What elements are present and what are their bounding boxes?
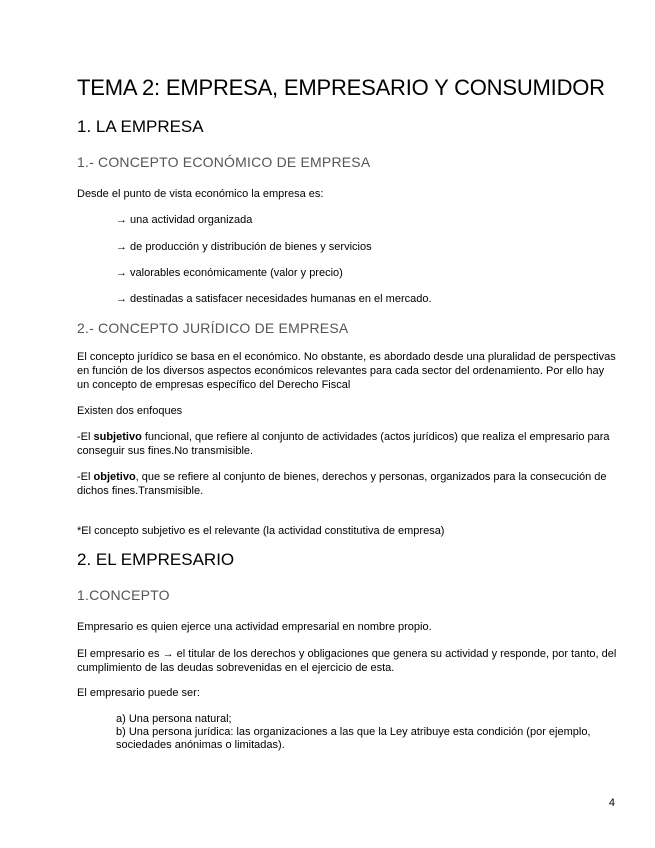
subjetivo-prefix: -El <box>77 431 94 443</box>
paragraph-subjetivo <box>77 430 617 458</box>
objetivo-prefix: -El <box>77 471 94 483</box>
objetivo-text: , que se refiere al conjunto de bienes, derechos y personas, organizados para la consecución de dichos fines.Transmisible. <box>77 471 607 497</box>
paragraph-titular: El empresario es → el titular de los derechos y obligaciones que genera su actividad y responde, por tanto, del cumplimiento de las deudas sobrevenidas en el ejercicio de esta. <box>77 648 617 674</box>
bullet-item: → destinadas a satisfacer necesidades humanas en el mercado. <box>116 293 432 305</box>
paragraph-objetivo <box>77 470 617 498</box>
subjetivo-text: funcional, que refiere al conjunto de actividades (actos jurídicos) que realiza el empresario para conseguir sus fines.No transmisible. <box>77 431 610 457</box>
objetivo-term: objetivo <box>93 471 136 483</box>
bullet-item: → de producción y distribución de bienes y servicios <box>116 241 372 253</box>
list-item-a: a) Una persona natural; <box>116 713 232 725</box>
bullet-item: → valorables económicamente (valor y precio) <box>116 267 343 279</box>
page-title: TEMA 2: EMPRESA, EMPRESARIO Y CONSUMIDOR <box>77 75 605 100</box>
intro-paragraph: Desde el punto de vista económico la empresa es: <box>77 188 324 200</box>
section-heading-el-empresario: 2. EL EMPRESARIO <box>77 550 235 569</box>
subheading-concepto-economico: 1.- CONCEPTO ECONÓMICO DE EMPRESA <box>77 154 371 170</box>
subheading-concepto: 1.CONCEPTO <box>77 587 170 603</box>
paragraph-enfoques: Existen dos enfoques <box>77 405 183 417</box>
page-number: 4 <box>608 797 615 809</box>
subjetivo-term: subjetivo <box>93 431 142 443</box>
subheading-concepto-juridico: 2.- CONCEPTO JURÍDICO DE EMPRESA <box>77 320 349 336</box>
list-item-b: b) Una persona jurídica: las organizaciones a las que la Ley atribuye esta condición (por ejemplo, sociedades anónimas o limitadas). <box>116 726 591 751</box>
paragraph-concepto-juridico: El concepto jurídico se basa en el económico. No obstante, es abordado desde una pluralidad de perspectivas en función de los diversos aspectos económicos relevantes para cada sector del ordenamiento. Por ello hay un concepto de empresas específico del Derecho Fiscal <box>77 351 616 391</box>
note-paragraph: *El concepto subjetivo es el relevante (la actividad constitutiva de empresa) <box>77 525 445 537</box>
bullet-item: → una actividad organizada <box>116 214 253 226</box>
section-heading-la-empresa: 1. LA EMPRESA <box>77 117 204 136</box>
paragraph-puede-ser: El empresario puede ser: <box>77 687 200 699</box>
paragraph-definicion: Empresario es quien ejerce una actividad empresarial en nombre propio. <box>77 621 432 633</box>
